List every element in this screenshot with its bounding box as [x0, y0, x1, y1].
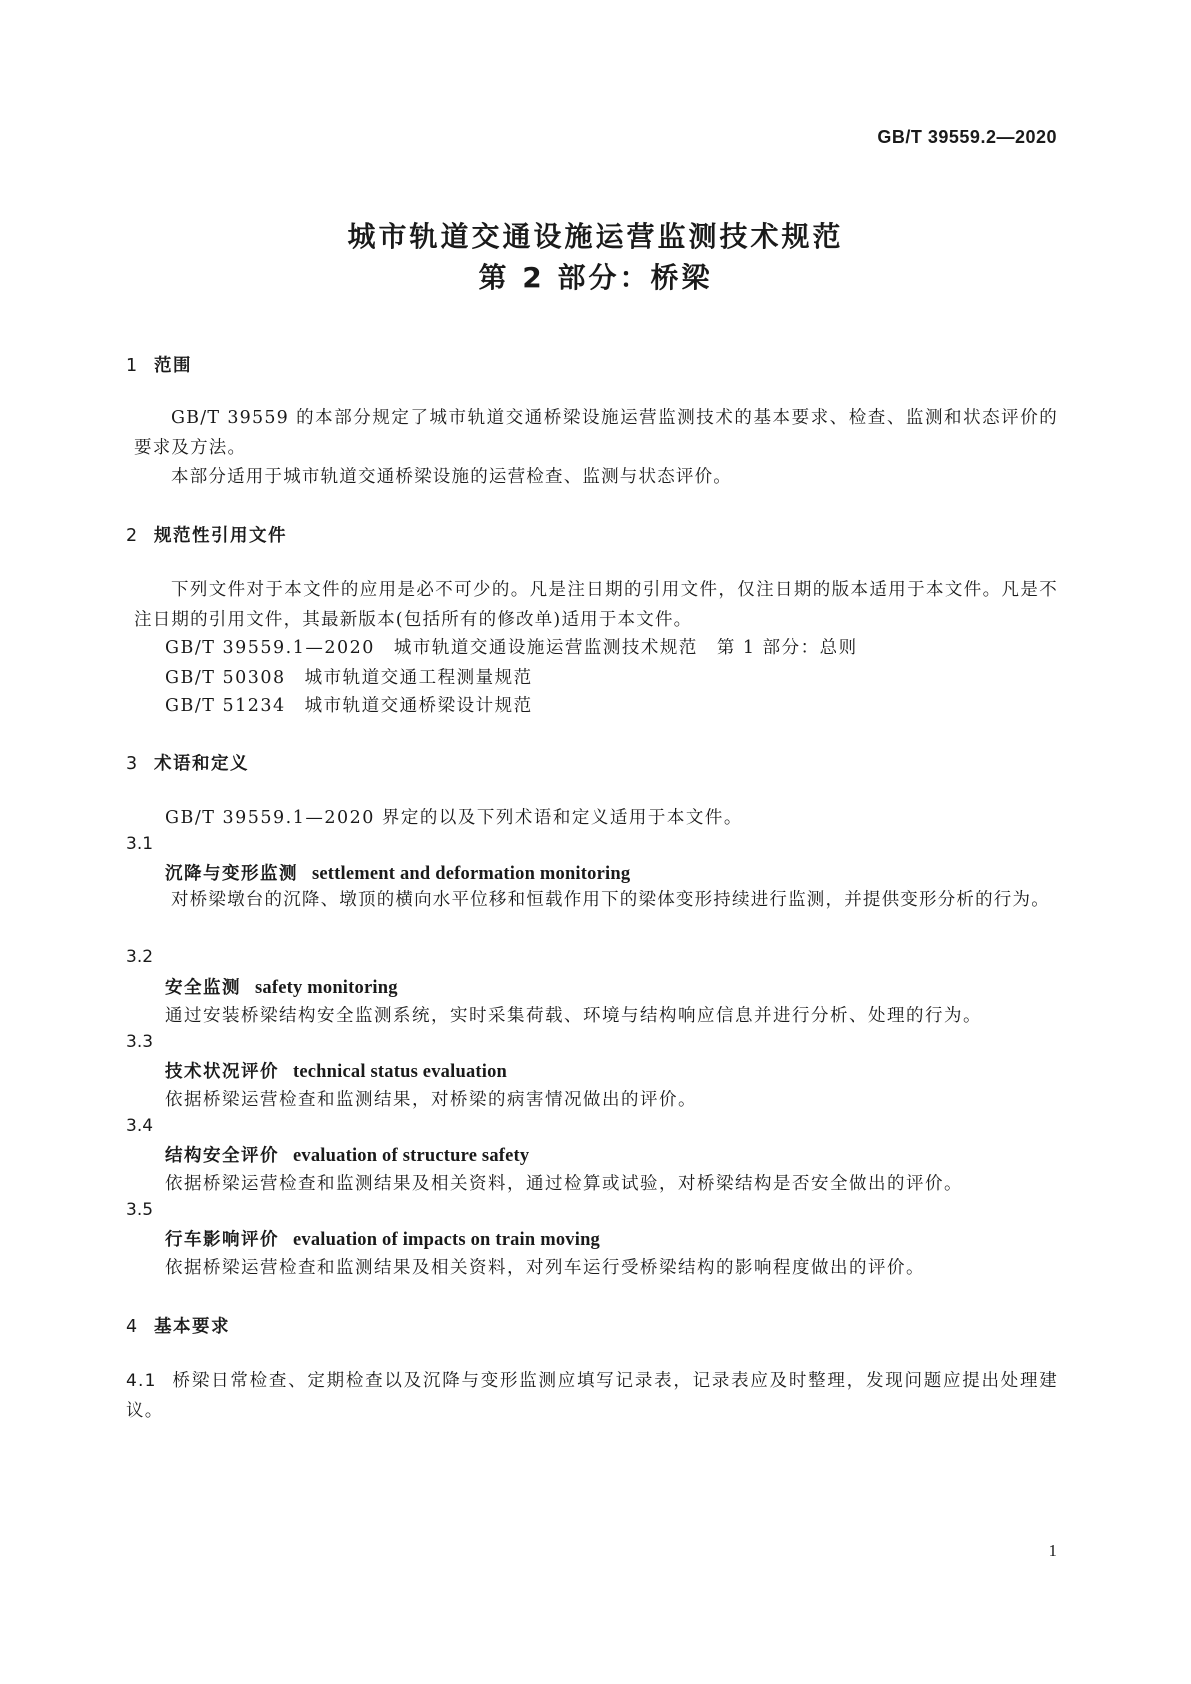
standard-number: GB/T 39559.2—2020: [877, 127, 1057, 147]
term-entry: [165, 1142, 529, 1167]
section-number: 4: [126, 1317, 139, 1337]
paragraph: GB/T 39559 的本部分规定了城市轨道交通桥梁设施运营监测技术的基本要求、检查、监测和状态评价的要求及方法。: [134, 408, 1058, 458]
clause-number: 3.2: [126, 947, 154, 967]
term-english: settlement and deformation monitoring: [312, 864, 631, 884]
reference-code: GB/T 51234: [165, 696, 286, 716]
term-definition: 通过安装桥梁结构安全监测系统，实时采集荷载、环境与结构响应信息并进行分析、处理的行为。: [165, 1006, 982, 1026]
section-title: 范围: [154, 356, 192, 376]
clause-number: 3.3: [126, 1032, 154, 1052]
term-chinese: 结构安全评价: [165, 1146, 279, 1166]
clause-number: 3.4: [126, 1116, 154, 1136]
term-chinese: 技术状况评价: [165, 1062, 279, 1082]
clause-paragraph: [126, 1366, 1058, 1426]
reference-title: 城市轨道交通设施运营监测技术规范 第 1 部分：总则: [393, 638, 858, 658]
page-number: 1: [1048, 1541, 1057, 1560]
term-entry: [165, 1226, 600, 1251]
term-definition: 依据桥梁运营检查和监测结果，对桥梁的病害情况做出的评价。: [165, 1090, 697, 1110]
paragraph: 本部分适用于城市轨道交通桥梁设施的运营检查、监测与状态评价。: [171, 467, 732, 487]
section-heading-3: [126, 750, 249, 775]
reference-code: GB/T 50308: [165, 668, 286, 688]
term-entry: [165, 974, 398, 999]
clause-number: 3.1: [126, 834, 154, 854]
term-definition: 依据桥梁运营检查和监测结果及相关资料，通过检算或试验，对桥梁结构是否安全做出的评价。: [165, 1174, 963, 1194]
clause-number: 4.1: [126, 1371, 157, 1391]
section-number: 2: [126, 526, 139, 546]
document-title: 城市轨道交通设施运营监测技术规范: [347, 220, 844, 253]
term-english: technical status evaluation: [293, 1062, 508, 1082]
paragraph: GB/T 39559.1—2020 界定的以及下列术语和定义适用于本文件。: [165, 808, 743, 828]
term-english: evaluation of impacts on train moving: [293, 1230, 601, 1250]
section-heading-2: [126, 522, 287, 547]
term-chinese: 行车影响评价: [165, 1230, 279, 1250]
section-heading-1: [126, 352, 192, 377]
section-title: 规范性引用文件: [154, 526, 287, 546]
term-entry: [165, 860, 630, 885]
term-chinese: 沉降与变形监测: [165, 864, 298, 884]
reference-title: 城市轨道交通桥梁设计规范: [304, 696, 533, 716]
term-english: safety monitoring: [255, 978, 398, 998]
section-number: 3: [126, 754, 139, 774]
term-definition: 依据桥梁运营检查和监测结果及相关资料，对列车运行受桥梁结构的影响程度做出的评价。: [165, 1258, 925, 1278]
clause-number: 3.5: [126, 1200, 154, 1220]
document-subtitle: 第 2 部分：桥梁: [478, 261, 713, 294]
section-heading-4: [126, 1313, 230, 1338]
reference-title: 城市轨道交通工程测量规范: [304, 668, 533, 688]
reference-code: GB/T 39559.1—2020: [165, 638, 375, 658]
term-chinese: 安全监测: [165, 978, 241, 998]
paragraph: 下列文件对于本文件的应用是必不可少的。凡是注日期的引用文件，仅注日期的版本适用于本文件。凡是不注日期的引用文件，其最新版本(包括所有的修改单)适用于本文件。: [134, 580, 1058, 630]
term-entry: [165, 1058, 507, 1083]
section-title: 基本要求: [154, 1317, 230, 1337]
section-title: 术语和定义: [154, 754, 249, 774]
reference-item: [165, 692, 533, 717]
section-number: 1: [126, 356, 139, 376]
clause-text: 桥梁日常检查、定期检查以及沉降与变形监测应填写记录表，记录表应及时整理，发现问题应提出处理建议。: [126, 1371, 1058, 1421]
reference-item: [165, 634, 858, 659]
reference-item: [165, 664, 533, 689]
term-english: evaluation of structure safety: [293, 1146, 530, 1166]
term-definition: 对桥梁墩台的沉降、墩顶的横向水平位移和恒载作用下的梁体变形持续进行监测，并提供变形分析的行为。: [171, 890, 1050, 910]
